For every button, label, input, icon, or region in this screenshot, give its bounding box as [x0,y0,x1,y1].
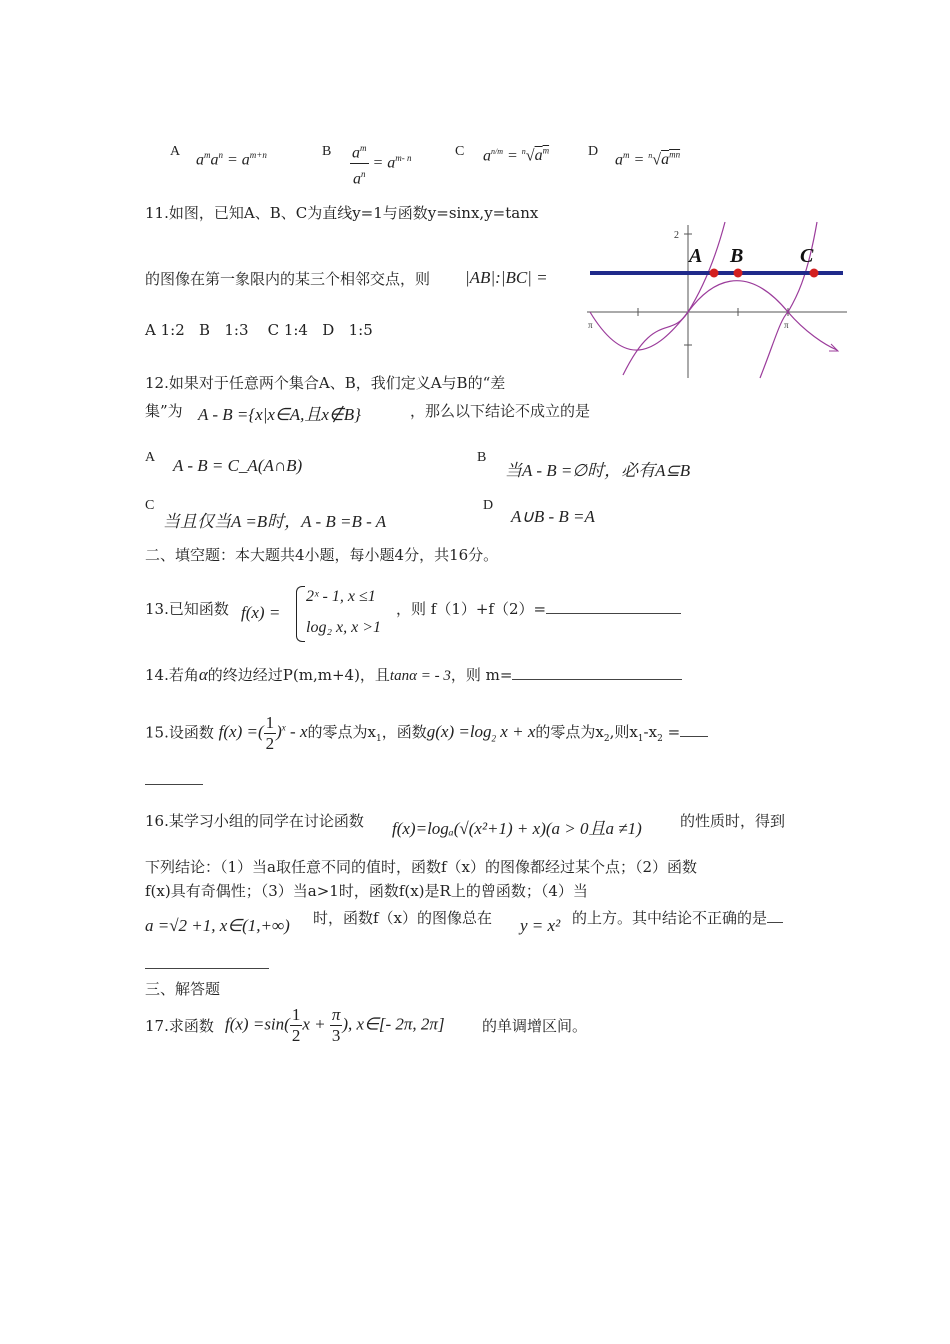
q12-opt-c: 当且仅当A =B时，A - B =B - A [163,512,387,531]
q12-line2-pre: 集”为 [145,402,183,420]
q16-yx2: y = x² [520,916,561,935]
q12-opt-b: 当A - B =∅时，必有A⊆B [505,461,691,480]
option-c-expr: $a^{n/m} = ^n√a^m$ [483,146,550,165]
option-d-label: D [588,144,599,159]
q12-opt-a: A - B = C_A(A∩B) [173,456,303,475]
x-tick-left: π [588,320,593,330]
option-b-expr: $\frac{a^m}{a^n}$ = $a^{m- n}$ [350,138,412,190]
q12-opt-d-label: D [483,498,494,513]
section-2-heading: 二、填空题：本大题共4小题，每小题4分，共16分。 [145,546,499,564]
q16-answer-blank [145,968,269,969]
q16-line2: 下列结论：（1）当a取任意不同的值时，函数f（x）的图像都经过某个点；（2）函数 [145,858,698,876]
q11-line2: 的图像在第一象限内的某三个相邻交点，则 [145,270,431,288]
label-c: C [800,245,814,267]
q11-options: A 1:2 B 1:3 C 1:4 D 1:5 [145,321,373,339]
q13-case2: log₂ x, x >1 [306,619,382,636]
label-a: A [689,245,703,267]
q12-opt-d: A∪B - B =A [511,507,595,526]
option-a-expr: $a^ma^n = a^{m+n}$ [196,150,267,169]
q16-line3: f(x)具有奇偶性；（3）当a>1时，函数f(x)是R上的曾函数；（4）当 [145,882,588,900]
q12-opt-a-label: A [145,450,156,465]
q12-line2-post: ，那么以下结论不成立的是 [410,402,591,420]
point-a [710,269,719,278]
section-3-heading: 三、解答题 [145,980,221,998]
q17-pre: 17.求函数 [145,1017,214,1035]
point-c [810,269,819,278]
q15-line: 15.设函数 f(x) =( $\frac{1}{2}$ )$^x$ - x的零点为$x_1$，函数$g(x) =\log_2$ x + x的零点为$x_2$,则$x_1-x_2$ = [145,713,708,754]
q16-line4-post: 的上方。其中结论不正确的是 [572,907,783,928]
q12-opt-b-label: B [477,450,487,465]
q13-pre: 13.已知函数 [145,600,229,618]
q12-opt-c-label: C [145,498,155,513]
q12-definition: A - B ={x|x∈A,且x∉B} [198,405,361,424]
q16-expr: f(x)=logₐ(√(x²+1) + x)(a > 0且a ≠1) [392,819,642,838]
y-tick-label: 2 [674,230,679,241]
q16-line4-mid: 时，函数f（x）的图像总在 [313,909,493,927]
label-b: B [730,245,744,267]
q16-post: 的性质时，得到 [680,812,786,830]
q14-line: 14.若角α的终边经过P(m,m+4)，且tanα = - 3，则 m= [145,664,682,685]
q13-case1: 2ˣ - 1, x ≤1 [306,588,376,605]
q17-post: 的单调增区间。 [482,1017,588,1035]
option-d-expr: $a^m = ^n√a^{mn}$ [615,150,681,169]
q11-line1: 11.如图，已知A、B、C为直线y=1与函数y=sinx,y=tanx [145,204,539,222]
q11-graph [585,220,850,380]
sin-curve [590,281,837,350]
q17-expr: f(x) =sin( $\frac{1}{2}$ x + $\frac{\pi}{3}$ ), x∈[- 2π, 2π] [225,1005,445,1045]
q15-answer-blank [145,784,203,785]
x-tick-right: π [784,320,789,330]
q16-pre: 16.某学习小组的同学在讨论函数 [145,812,364,830]
point-b [734,269,743,278]
q13-brace [296,586,305,642]
q13-post: ，则 f（1）+f（2）= [396,598,681,619]
tan-curve-1 [623,222,725,375]
option-c-label: C [455,144,465,159]
option-a-label: A [170,144,181,159]
q13-fx: f(x) = [241,603,281,622]
q12-line1: 12.如果对于任意两个集合A、B，我们定义A与B的“差 [145,374,506,392]
q16-condition: a =√2 +1, x∈(1,+∞) [145,916,290,935]
option-b-label: B [322,144,332,159]
q11-expr: |AB|:|BC| = [465,268,548,287]
